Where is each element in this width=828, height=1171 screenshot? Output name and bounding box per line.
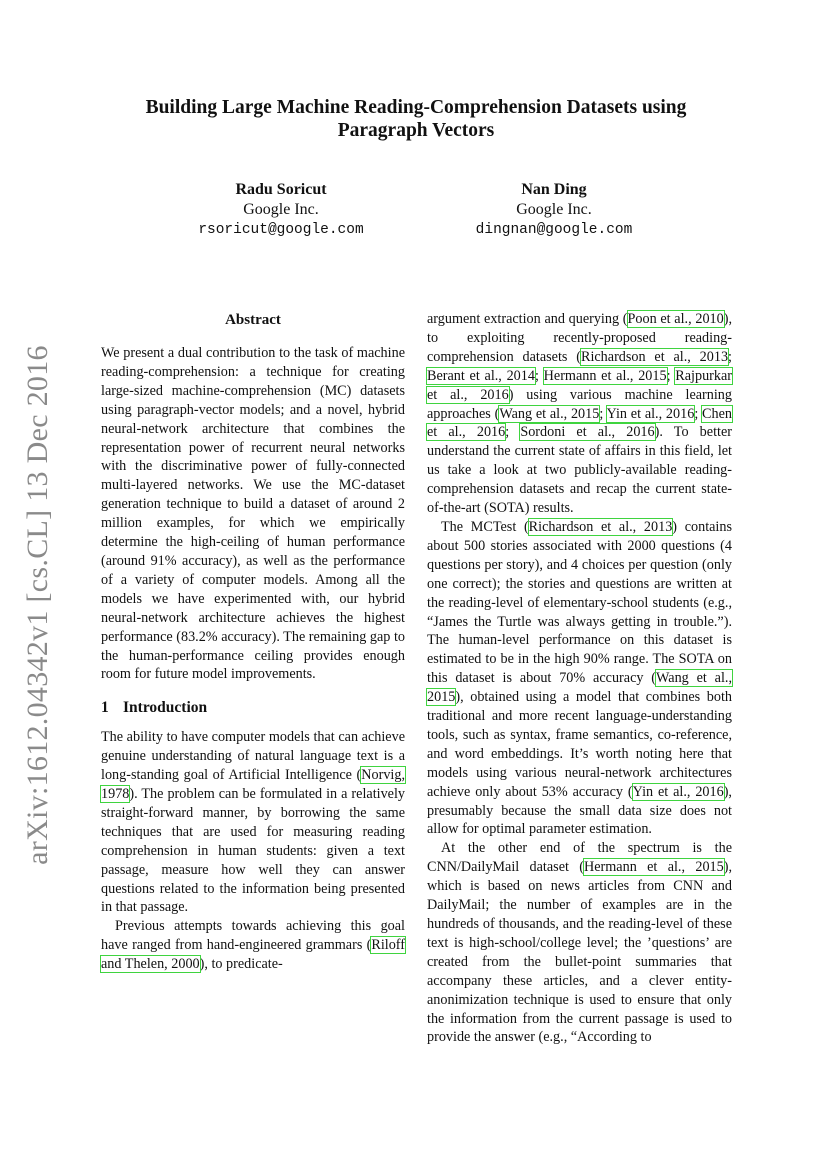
text-run: ;: [505, 424, 521, 441]
author-block-2: [414, 180, 694, 240]
abstract-text: We present a dual contribution to the task of machine reading-comprehension: a technique for creating large-sized machine-comprehension (MC) datasets using paragraph-vector models; and a novel, hybrid neural-network architecture that combines the representation power of recurrent neural networks with the discriminative power of fully-connected multi-layered networks. We use the MC-dataset generation technique to build a dataset of around 2 million examples, for which we empirically determine the high-ceiling of human performance (around 91% accuracy), as well as the performance of a variety of computer models. Among all the models we have experimented with, our hybrid neural-network architecture achieves the highest performance (83.2% accuracy). The remaining gap to the human-performance ceiling provides enough room for future model improvements.: [101, 345, 405, 683]
text-run: argument extraction and querying (: [427, 311, 628, 327]
text-run: ). The problem can be formulated in a relatively straight-forward manner, by borrowing the same techniques that are used for measuring reading comprehension in human students: given a text passage, measure how well they can answer questions related to the information being presented in that passage.: [101, 786, 405, 916]
section-number: 1: [101, 699, 109, 717]
text-run: ), which is based on news articles from CNN and DailyMail; the number of examples are in the hundreds of thousands, and the reading-level of these text is high-school/college level; the ’questions’ are created from the bullet-point summaries that accompany these articles, and a clever entity-anonimization technique is used to ensure that only the information from the current passage is used to provide the answer (e.g., “According to: [427, 859, 733, 1046]
citation-link[interactable]: Chen et al., 2016: [427, 405, 732, 441]
section-heading-introduction: [101, 698, 405, 718]
intro-paragraph-1: [101, 728, 405, 917]
citation-link[interactable]: Richardson et al., 2013: [528, 518, 673, 535]
citation-link[interactable]: Rajpurkar et al., 2016: [427, 367, 733, 403]
text-run: The ability to have computer models that can achieve genuine understanding of natural language text is a long-standing goal of Artificial Intelligence (: [101, 729, 405, 784]
author-block-1: [141, 180, 421, 240]
author-email[interactable]: dingnan@google.com: [475, 222, 633, 238]
text-run: ;: [599, 405, 607, 422]
text-run: ;: [534, 367, 544, 384]
right-paragraph-1: [427, 310, 732, 518]
right-column: [427, 310, 732, 1047]
citation-link[interactable]: Yin et al., 2016: [632, 783, 724, 800]
citation-link[interactable]: Riloff and Thelen, 2000: [101, 937, 405, 973]
citation-link[interactable]: Hermann et al., 2015: [543, 367, 667, 384]
text-run: Previous attempts towards achieving this goal have ranged from hand-engineered grammars (: [101, 918, 405, 954]
citation-link[interactable]: Wang et al., 2015: [427, 670, 732, 706]
author-email[interactable]: rsoricut@google.com: [198, 222, 364, 238]
citation-link[interactable]: Berant et al., 2014: [427, 367, 535, 384]
paper-title: Building Large Machine Reading-Comprehension Datasets using Paragraph Vectors: [145, 97, 687, 141]
section-title: Introduction: [123, 699, 208, 717]
text-run: ), to predicate-: [199, 956, 283, 973]
text-run: ;: [666, 367, 676, 384]
text-run: ), presumably because the small data size does not allow for optimal parameter estimation.: [427, 783, 732, 838]
abstract-heading: Abstract: [225, 312, 281, 328]
left-column: [101, 310, 405, 974]
intro-paragraph-2: [101, 917, 405, 974]
text-run: ) contains about 500 stories associated with 2000 questions (4 questions per story), and 4 choices per question (only one correct); the stories and questions are written at the reading-level of elementary-school students (e.g., “James the Turtle was always getting in trouble.”). The human-level performance on this dataset is estimated to be in the high 90% range. The SOTA on this dataset is about 70% accuracy (: [427, 518, 732, 687]
citation-link[interactable]: Wang et al., 2015: [499, 405, 600, 422]
citation-link[interactable]: Richardson et al., 2013: [580, 348, 729, 365]
author-name: Radu Soricut: [235, 181, 327, 198]
arxiv-stamp: [10, 345, 66, 865]
citation-link[interactable]: Yin et al., 2016: [606, 405, 695, 422]
text-run: At the other end of the spectrum is the CNN/DailyMail dataset (: [427, 840, 732, 876]
citation-link[interactable]: Poon et al., 2010: [627, 311, 724, 327]
right-paragraph-2: [427, 518, 732, 839]
arxiv-stamp-text: arXiv:1612.04342v1 [cs.CL] 13 Dec 2016: [21, 345, 54, 865]
text-run: The MCTest (: [441, 518, 529, 535]
citation-link[interactable]: Sordoni et al., 2016: [520, 424, 655, 441]
text-run: ;: [728, 348, 732, 365]
author-affiliation: Google Inc.: [243, 201, 319, 218]
right-paragraph-3: [427, 839, 732, 1047]
text-run: ) using various machine learning approaches (: [427, 386, 732, 422]
text-run: ;: [694, 405, 703, 422]
text-run: ), obtained using a model that combines both traditional and more recent language-understanding tools, such as syntax, frame semantics, co-reference, and word embeddings. It’s worth noting here that models using various neural-network architectures achieve only about 53% accuracy (: [427, 689, 732, 800]
text-run: ), to exploiting recently-proposed reading-comprehension datasets (: [427, 311, 733, 365]
author-affiliation: Google Inc.: [516, 201, 592, 218]
citation-link[interactable]: Hermann et al., 2015: [584, 859, 724, 876]
text-run: ). To better understand the current state of affairs in this field, let us take a look at two publicly-available reading-comprehension datasets and recap the current state-of-the-art (SOTA) results.: [427, 424, 732, 517]
author-name: Nan Ding: [521, 181, 587, 198]
citation-link[interactable]: Norvig, 1978: [101, 767, 405, 803]
